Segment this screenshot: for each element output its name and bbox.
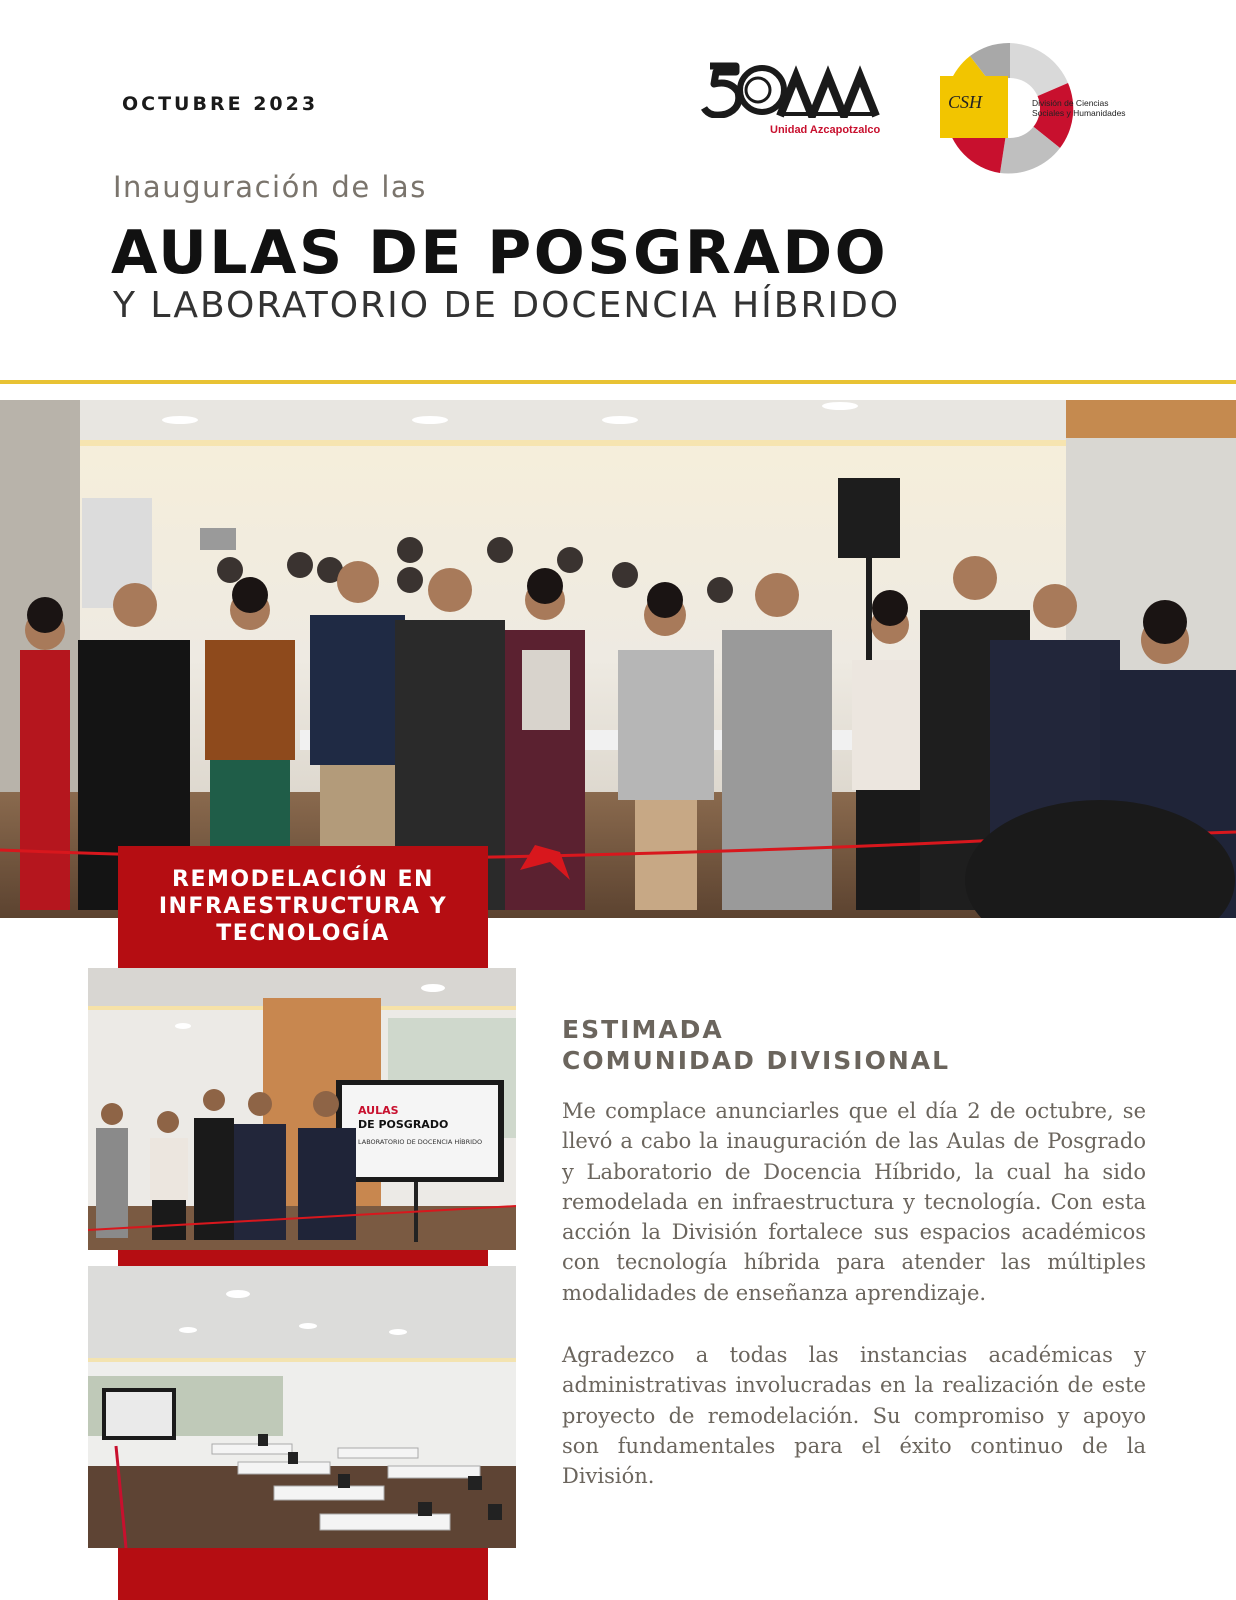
csh-logo <box>940 38 1140 178</box>
section-heading-line1: ESTIMADA <box>562 1015 724 1044</box>
red-footer-block <box>118 1548 488 1600</box>
photo-empty-classroom <box>88 1266 516 1548</box>
paragraph-announcement: Me complace anunciarles que el día 2 de octubre, se llevó a cabo la inauguración de las Aulas de Posgrado y Laboratorio de Docencia Híbrido, la cual ha sido remodelada en infraestructura y tecnología. Con esta acción la División fortalece sus espacios académicos con tecnología híbrida para atender las múltiples modalidades de enseñanza aprendizaje. <box>562 1099 1146 1305</box>
screen-text-laboratorio: LABORATORIO DE DOCENCIA HÍBRIDO <box>358 1138 483 1146</box>
pre-title: Inauguración de las <box>113 170 427 204</box>
page-subtitle: Y LABORATORIO DE DOCENCIA HÍBRIDO <box>113 285 901 326</box>
section-heading <box>562 1014 950 1076</box>
screen-text-aulas: AULAS <box>358 1104 399 1117</box>
issue-date: OCTUBRE 2023 <box>122 93 319 115</box>
page-title: AULAS DE POSGRADO <box>111 218 889 288</box>
photo-speakers-presentation <box>88 968 516 1250</box>
svg-text:CSH: CSH <box>948 92 983 112</box>
gold-divider <box>0 380 1236 384</box>
screen-text-posgrado: DE POSGRADO <box>358 1118 449 1131</box>
uam-unit-label: Unidad Azcapotzalco <box>770 124 881 136</box>
red-banner-title: REMODELACIÓN EN INFRAESTRUCTURA Y TECNOLOGÍA <box>158 867 448 946</box>
paragraph-acknowledgement: Agradezco a todas las instancias académicas y administrativas involucradas en la realización de este proyecto de remodelación. Su compromiso y apoyo son fundamentales para el éxito continuo de la División. <box>562 1343 1146 1489</box>
main-photo-ribbon-cutting <box>0 400 1236 918</box>
uam-50-logo-mark <box>700 58 880 118</box>
uam-logo <box>700 58 880 143</box>
section-heading-line2: COMUNIDAD DIVISIONAL <box>562 1046 951 1075</box>
csh-division-name: División de Ciencias Sociales y Humanidades <box>1032 98 1126 118</box>
